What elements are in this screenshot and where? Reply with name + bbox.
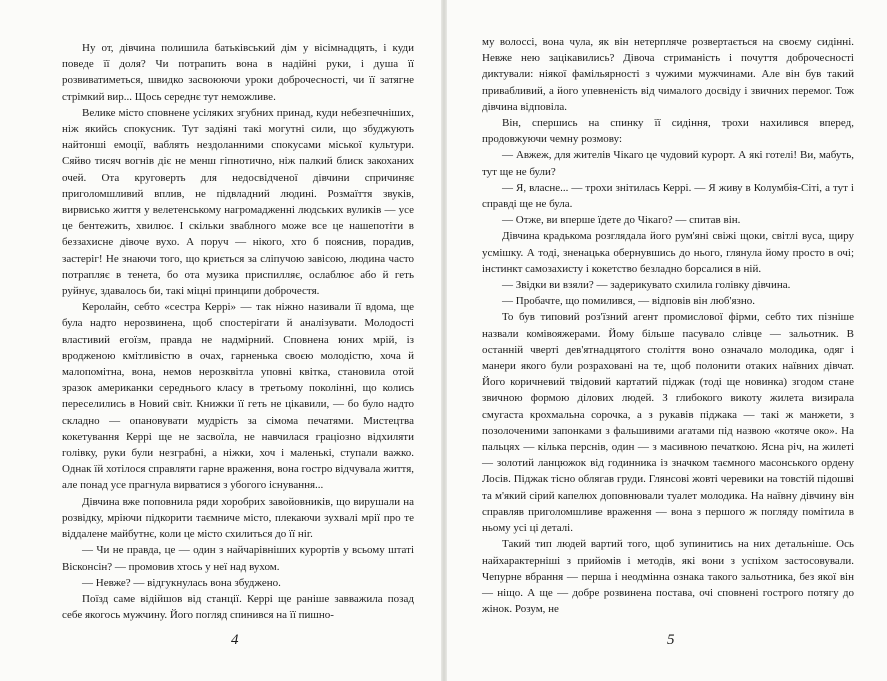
- left-paragraph: Керолайн, себто «сестра Керрі» — так ніжно називали її вдома, ще була надто нерозвинена, щоб спостерігати й аналізувати. Молодості властивий егоїзм, правда не надмірний. Сповнена юних мрій, із вродженою кмітливістю в очах, гарненька своєю молодістю, хоча й малопомітна, вона, немов нерозквітла уповні квітка, становила отой зразок американки середнього класу в третьому поколінні, що колись переселились в Новий світ. Книжки її геть не цікавили, — бо було надто складно — опановувати мудрість за сімома печатями. Мистецтва кокетування Керрі ще не засвоїла, не навчилася грацiозно відхиляти голівку, руки були незграбні, а ніжки, хоч і маленькі, ступали важко. Однак їй хотілося справляти гарне враження, вона гостро відчувала життя, але понад усе прагнула вирватися з убогого існування...: [62, 301, 414, 492]
- right-paragraph: — Пробачте, що помилився, — відповів він люб'язно.: [502, 295, 756, 308]
- right-paragraph-continued: му волоссі, вона чула, як він нетерпляче розвертається на своєму сидінні. Невже нею зацікавились? Дівоча стриманість і почуття доброчесності диктували: ніякої фамільярності з чужими мужчинами. Але він був такий привабливий, а його упевненість від чималого досвіду і звичних перемог. Тож дівчина відповіла.: [482, 36, 854, 113]
- left-paragraph: — Невже? — відгукнулась вона збуджено.: [82, 576, 281, 589]
- left-paragraph: Велике місто сповнене усіляких згубних принад, куди небезпечніших, ніж якийсь спокусник. Тут задіяні такі могутні сили, що збуджують найтонші емоції, ваблять нездоланними спокусами міської культури. Сяйво тисяч вогнів діє не менш гіпнотично, ніж палкий блиск закоханих очей. Ота круговерть для недосвідченої дівчини спричиняє приголомшливий вплив, не підвладний людині. Розмаїття звуків, вирвисько життя у велетенському нагромадженні людських вуликів — усе це бентежить, хвилює. І скільки зваблного може все це нашепотіти в беззахисне дівоче вухо. А поруч — нікого, хто б пояснив, порадив, застеріг! Не знаючи того, що криється за сліпучою завісою, людина часто потрапляє в тенета, бо ота музика приспилляє, ослаблює або й геть руйнує, здавалось би, такі міцні принципи доброчестя.: [62, 106, 414, 298]
- left-paragraph: — Чи не правда, це — один з найчарівніших курортів у всьому штаті Вісконсін? — промовив хтось у неї над вухом.: [62, 544, 414, 573]
- right-paragraph: Він, спершись на спинку її сидіння, трохи нахилився вперед, продовжуючи чемну розмову:: [482, 117, 854, 146]
- book-gutter: [441, 0, 447, 681]
- right-paragraph: Дівчина крадькома розглядала його рум'яні свіжі щоки, світлі вуса, щиру усмішку. А тоді, зненацька обернувшись до нього, глянула йому просто в очі; інстинкт самозахисту і кокетство безладно борсалися в ній.: [482, 230, 854, 275]
- left-paragraph: Дівчина вже поповнила ряди хоробрих завойовників, що вирушали на розвідку, мріючи підкорити таємниче місто, плекаючи зухвалі мрії про те віддалене майбутнє, коли це місто схилиться до її ніг.: [62, 495, 414, 541]
- right-paragraph: То був типовий роз'їзний агент промислової фірми, себто тих пізніше назвали комівояжерами. Йому більше пасувало слівце — зальотник. В останній чверті дев'ятнадцятого століття воно означало молодика, одяг і манери якого були розраховані на те, щоб полонити отаких наївних дівчат. Його коричневий твідовий картатий піджак (тоді ще новинка) згодом стане звичною формою ділових людей. З глибокого викоту жилета визирала смугаста крохмальна сорочка, а з рукавів піджака — такі ж манжети, з позолоченими запонками з фальшивими агатами під назвою «котяче око». На пальцях — кілька перснів, один — з масивною печаткою. Ясна річ, на жилеті — золотий ланцюжок від годинника із значком таємного масонського ордену Лосів. Піджак тісно облягав груди. Глянсові жовті черевики на товстій підошві та м'який сірий капелюх доповнювали туалет молодика. На наївну дівчину він справляв приголомшливе враження — вона з першого ж погляду помітила в ньому усі ці деталі.: [482, 311, 854, 535]
- right-paragraph: — Звідки ви взяли? — задерикувато схилила голівку дівчина.: [502, 279, 791, 292]
- left-paragraph: Ну от, дівчина полишила батьківський дім у вісімнадцять, і куди поведе її доля? Чи потрапить вона в надійні руки, і душа її розвиватиметься, швидко засвоюючи уроки доброчесності, чи її затягне стрімкий вир... Щось середнє тут неможливе.: [62, 42, 414, 103]
- left-page-text: [62, 40, 414, 623]
- right-paragraph: Такий тип людей вартий того, щоб зупинитись на них детальніше. Ось найхарактерніші з прийомів і методів, які вони з успіхом застосовували. Чепурне вбрання — перша і неодмінна ознака такого зальотника, без якої він — ніщо. А ще — добре розвинена постава, очі сповнені гострого потягу до жінок. Розум, не: [482, 538, 854, 616]
- right-paragraph: — Авжеж, для жителів Чікаго це чудовий курорт. А які готелі! Ви, мабуть, тут ще не були?: [482, 149, 854, 178]
- right-page-text: [482, 34, 854, 617]
- right-paragraph: — Я, власне... — трохи знітилась Керрі. — Я живу в Колумбія-Сіті, а тут і справді ще не була.: [482, 181, 854, 211]
- page-number-left: 4: [231, 632, 239, 648]
- right-paragraph: — Отже, ви вперше їдете до Чікаго? — спитав він.: [502, 214, 741, 227]
- left-paragraph: Поїзд саме відійшов від станції. Керрі ще раніше завважила позад себе якогось мужчину. Його погляд спинився на її пишно-: [62, 592, 414, 622]
- page-number-right: 5: [667, 632, 675, 648]
